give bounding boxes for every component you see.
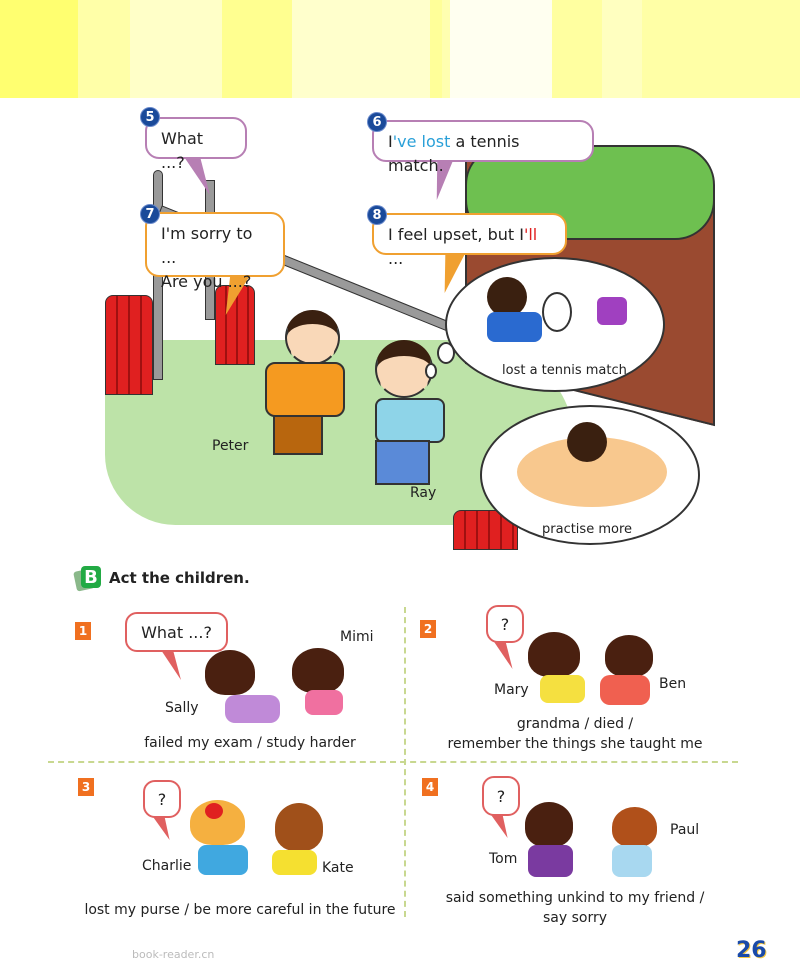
header-stripe — [552, 0, 602, 98]
thought-cloud-lost-match — [445, 257, 665, 392]
header-stripe — [442, 0, 450, 98]
charlie-body — [198, 845, 248, 875]
kate-body — [272, 850, 317, 875]
sally-figure — [205, 650, 255, 695]
panel-2-bubble-tail — [493, 641, 518, 669]
bubble-text-8-highlight: 'll — [523, 225, 538, 244]
page-number: 26 — [736, 938, 767, 963]
bubble-text-6-pre: I — [388, 132, 393, 151]
panel-1-bubble-text: What ...? — [141, 622, 212, 642]
paul-figure — [612, 807, 657, 847]
panel-4-speech-bubble — [482, 776, 520, 816]
panel-1-cue-line1: failed my exam / study harder — [144, 735, 356, 751]
panel-2-cue-line2: remember the things she taught me — [447, 736, 703, 752]
name-label-mary: Mary — [494, 682, 529, 698]
bubble-text-8-post: ... — [388, 249, 404, 268]
name-label-mimi: Mimi — [340, 629, 374, 645]
panel-1-speech-bubble — [125, 612, 228, 652]
red-fence-left — [105, 295, 153, 395]
mimi-figure — [292, 648, 344, 693]
playground-scene — [95, 105, 725, 550]
bubble-text-5: What ...? — [161, 129, 204, 172]
speech-bubble-5 — [145, 117, 247, 172]
name-label-sally: Sally — [165, 700, 199, 716]
header-stripe — [0, 0, 78, 98]
panel-3-cue-line1: lost my purse / be more careful in the future — [84, 902, 396, 918]
panel-1-cue — [140, 733, 360, 753]
bubble-number-6: 6 — [367, 112, 387, 132]
thought-dot-medium — [437, 342, 455, 364]
mimi-body — [305, 690, 343, 715]
tom-body — [528, 845, 573, 877]
panel-3-cue — [80, 900, 400, 920]
panel-2-cue — [440, 714, 710, 754]
header-stripe-band — [0, 0, 800, 98]
thought-cloud-practise — [480, 405, 700, 545]
tennis-player-practise — [567, 422, 607, 462]
panel-3-speech-bubble — [143, 780, 181, 818]
speech-bubble-7 — [145, 212, 285, 291]
name-label-ray: Ray — [410, 485, 437, 501]
panel-number-1: 1 — [75, 622, 91, 640]
panel-number-2: 2 — [420, 620, 436, 638]
speech-bubble-8 — [372, 213, 567, 268]
ben-body — [600, 675, 650, 705]
header-stripe — [642, 0, 800, 98]
divider-horizontal — [48, 761, 738, 763]
speech-bubble-6 — [372, 120, 594, 175]
panel-number-3: 3 — [78, 778, 94, 796]
name-label-paul: Paul — [670, 822, 700, 838]
header-stripe — [430, 0, 442, 98]
header-stripe — [78, 0, 130, 98]
panel-4-bubble-tail — [490, 814, 513, 838]
section-b-heading — [75, 566, 250, 590]
panel-3-bubble-text: ? — [157, 789, 167, 809]
bubble-number-8: 8 — [367, 205, 387, 225]
tom-figure — [525, 802, 573, 847]
bubble-text-8-pre: I feel upset, but I — [388, 225, 524, 244]
header-stripe — [222, 0, 292, 98]
bubble-number-5: 5 — [140, 107, 160, 127]
bubble-number-7: 7 — [140, 204, 160, 224]
header-stripe — [450, 0, 552, 98]
watermark: book-reader.cn — [132, 948, 215, 961]
panel-2-bubble-text: ? — [500, 614, 510, 634]
name-label-ben: Ben — [659, 676, 687, 692]
header-stripe — [130, 0, 222, 98]
thought-caption-2: practise more — [542, 522, 632, 537]
bubble-text-7-line2: Are you ...? — [161, 272, 252, 291]
tennis-players-image — [487, 277, 637, 347]
panel-4-bubble-text: ? — [496, 786, 506, 806]
panel-2-speech-bubble — [486, 605, 524, 643]
header-stripe — [292, 0, 430, 98]
charlie-cap-badge — [205, 803, 223, 819]
ray-figure — [370, 340, 470, 490]
thought-dot-small — [425, 363, 437, 379]
bubble-tail-5 — [184, 157, 218, 195]
bubble-text-6-highlight: 've lost — [392, 132, 451, 151]
peter-figure — [245, 310, 355, 460]
name-label-tom: Tom — [489, 851, 518, 867]
sally-body — [225, 695, 280, 723]
panel-4-cue — [430, 888, 720, 928]
bubble-text-7-line1: I'm sorry to ... — [161, 224, 253, 267]
ben-figure — [605, 635, 653, 677]
header-stripe — [602, 0, 642, 98]
panel-3-bubble-tail — [152, 816, 175, 840]
bubble-text-6-post: a tennis match. — [388, 132, 520, 175]
divider-vertical — [404, 607, 406, 917]
paul-body — [612, 845, 652, 877]
panel-4-cue-line2: say sorry — [542, 910, 608, 926]
name-label-kate: Kate — [322, 860, 354, 876]
panel-number-4: 4 — [422, 778, 438, 796]
name-label-peter: Peter — [212, 438, 249, 454]
section-b-title: Act the children. — [109, 569, 250, 587]
panel-2-cue-line1: grandma / died / — [516, 716, 634, 732]
panel-4-cue-line1: said something unkind to my friend / — [445, 890, 705, 906]
mary-body — [540, 675, 585, 703]
thought-caption-1: lost a tennis match — [502, 363, 627, 378]
panel-1-bubble-tail — [161, 650, 187, 680]
section-b-icon: B — [75, 566, 101, 590]
bubble-tail-8 — [435, 253, 466, 293]
name-label-charlie: Charlie — [142, 858, 192, 874]
mary-figure — [528, 632, 580, 677]
kate-figure — [275, 803, 323, 851]
